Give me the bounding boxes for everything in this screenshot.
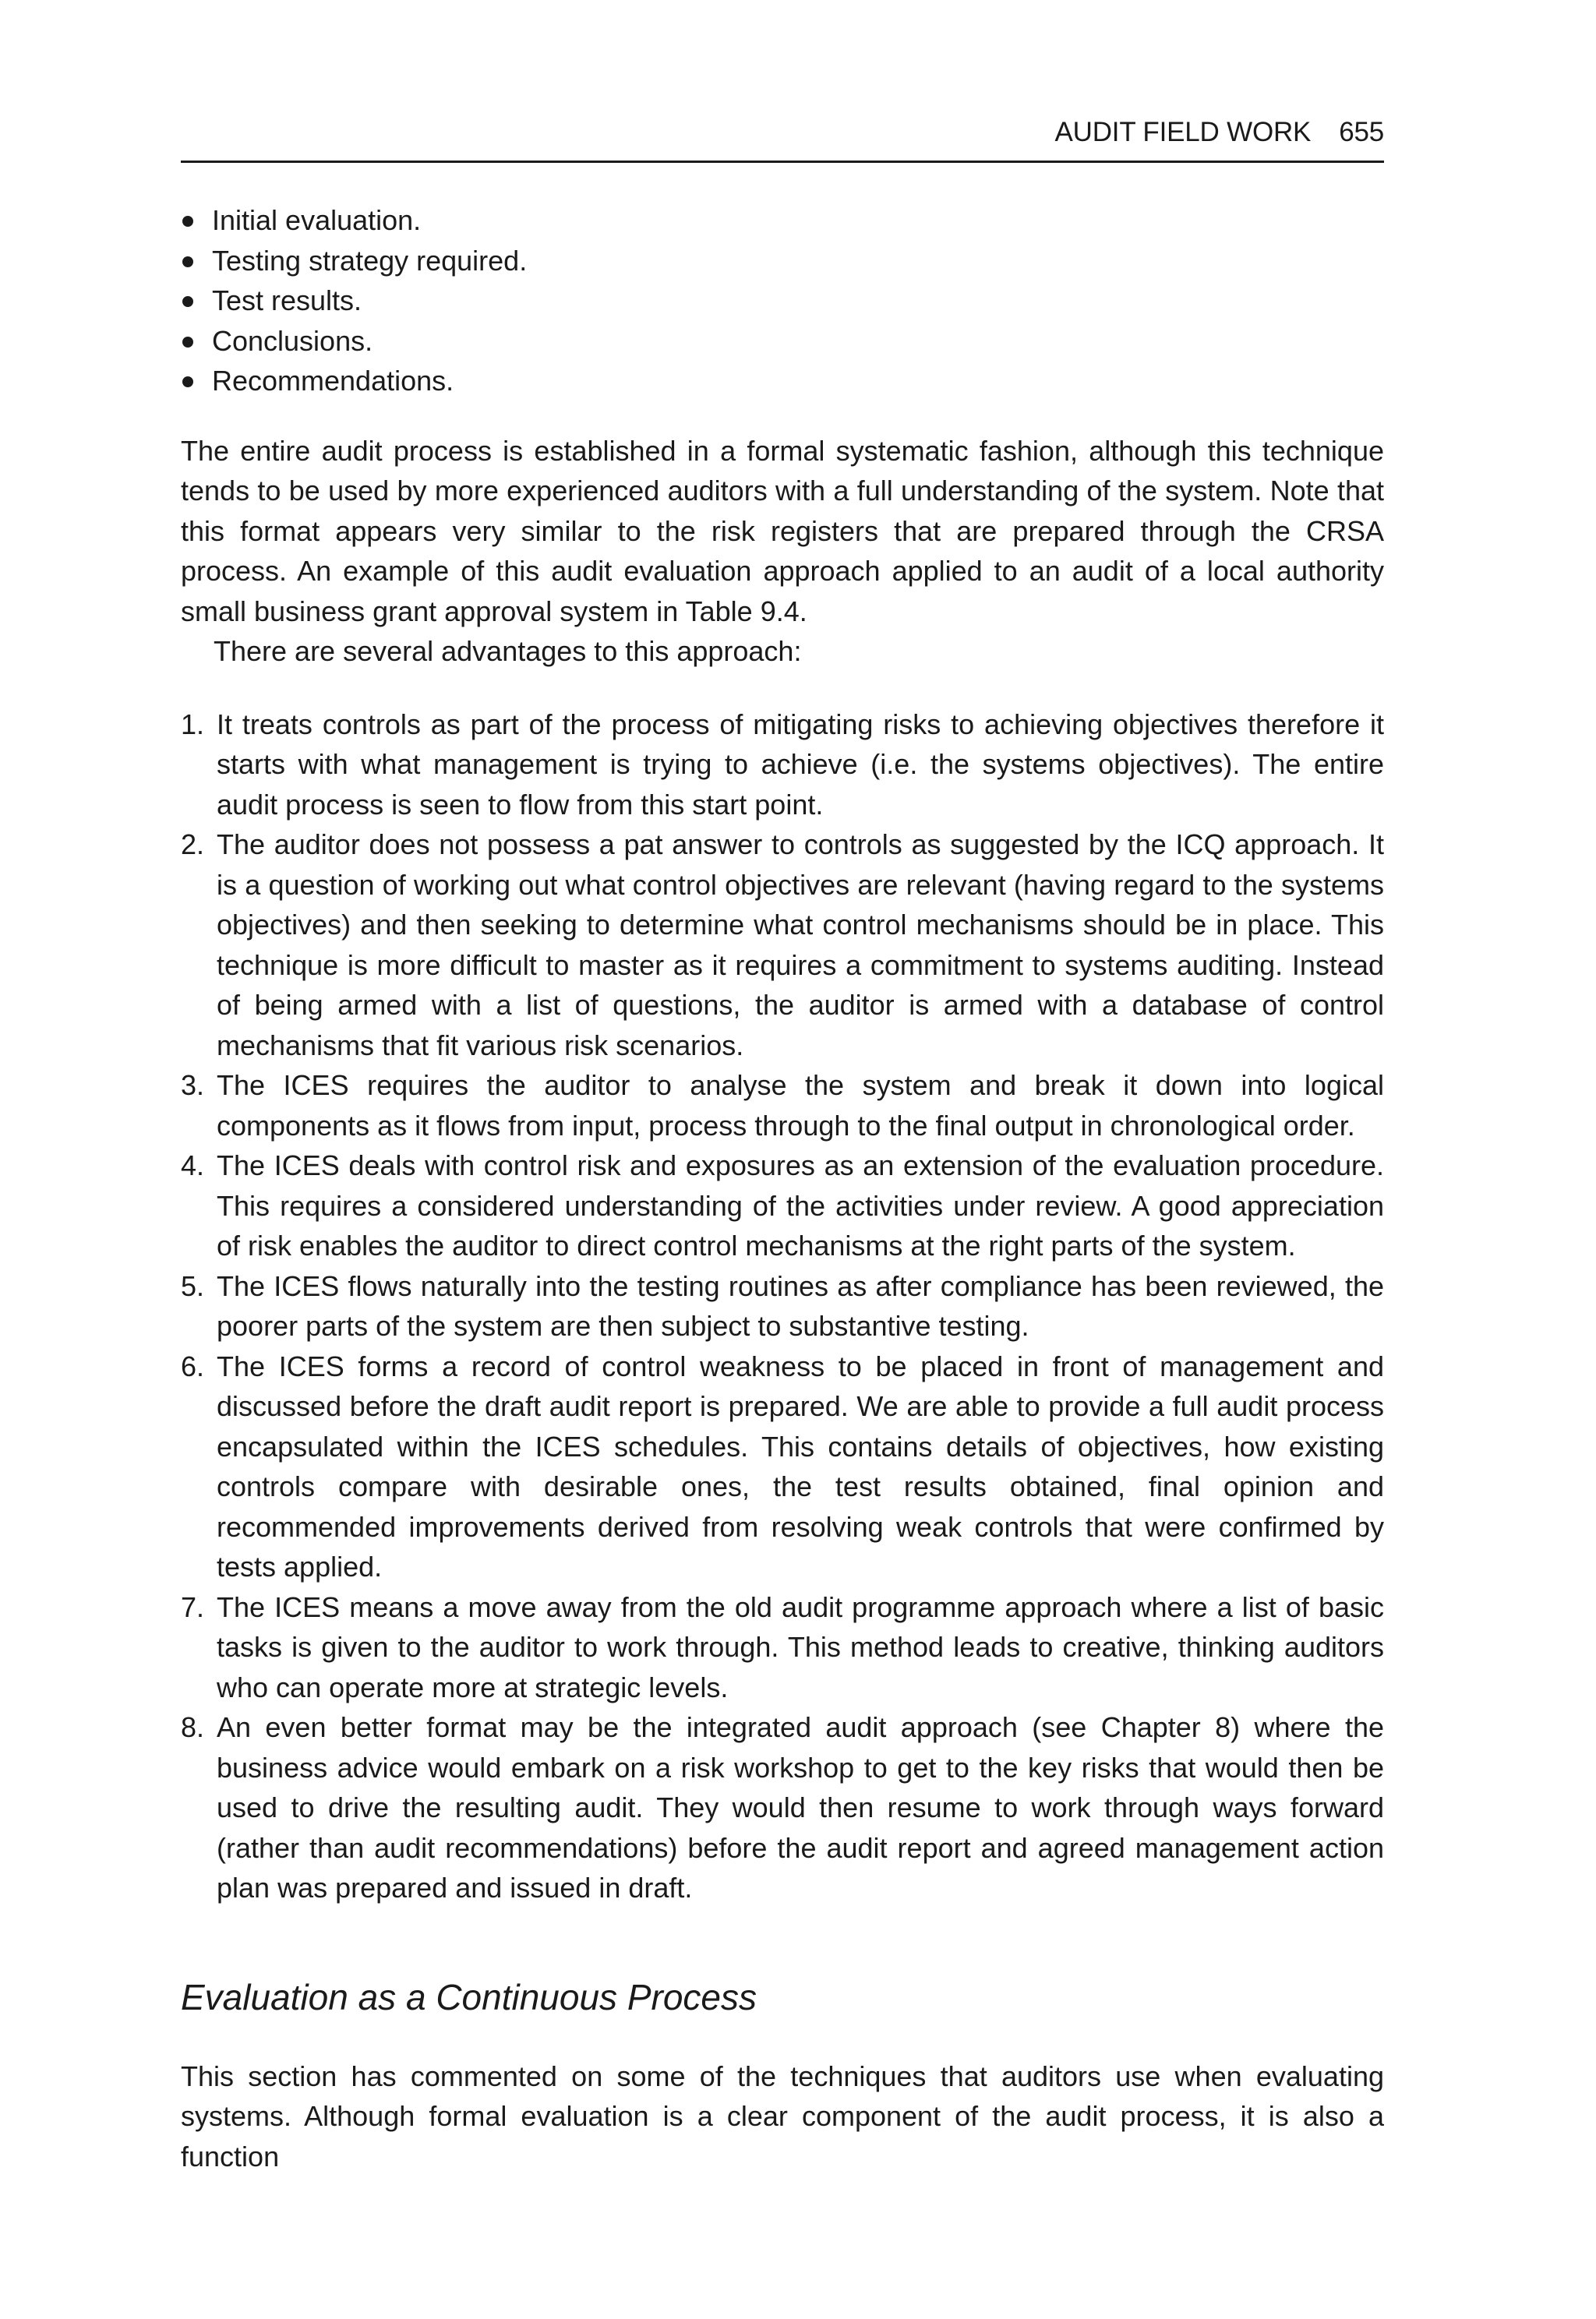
item-number: 5. (181, 1269, 205, 1302)
numbered-list (181, 704, 1384, 1908)
bullet-item (181, 241, 1384, 281)
bullet-item (181, 200, 1384, 241)
numbered-item (181, 1145, 1384, 1266)
bullet-icon (182, 256, 193, 267)
bullet-text: Testing strategy required. (212, 244, 528, 277)
running-header-title: AUDIT FIELD WORK (1054, 117, 1312, 147)
numbered-item (181, 824, 1384, 1065)
bullet-list (181, 200, 1384, 401)
page (181, 117, 1384, 2176)
item-number: 7. (181, 1590, 205, 1623)
body-paragraph: The entire audit process is established in a formal systematic fashion, although this technique tends to be used by more experienced auditors with a full understanding of the system. Note that this format appears very similar to the risk registers that are prepared through the CRSA process. An example of this audit evaluation approach applied to an audit of a local authority small business grant approval system in Table 9.4. (181, 434, 1384, 627)
page-number: 655 (1339, 117, 1384, 147)
item-text: The ICES deals with control risk and exposures as an extension of the evaluation procedure. This requires a considered understanding of the activities under review. A good appreciation of risk enables the auditor to direct control mechanisms at the right parts of the system. (217, 1149, 1384, 1262)
item-number: 4. (181, 1149, 205, 1181)
item-number: 2. (181, 828, 205, 860)
numbered-item (181, 1707, 1384, 1908)
item-number: 3. (181, 1069, 205, 1101)
numbered-item (181, 1347, 1384, 1587)
item-text: The ICES flows naturally into the testing routines as after compliance has been reviewed, the poorer parts of the system are then subject to substantive testing. (217, 1269, 1384, 1342)
body-paragraph: There are several advantages to this approach: (214, 635, 802, 667)
bullet-text: Initial evaluation. (212, 204, 422, 236)
item-text: The ICES requires the auditor to analyse the system and break it down into logical components as it flows from input, process through to the final output in chronological order. (217, 1069, 1384, 1142)
item-text: The auditor does not possess a pat answer to controls as suggested by the ICQ approach. It is a question of working out what control objectives are relevant (having regard to the systems objectives) and then seeking to determine what control mechanisms should be in place. This technique is more difficult to master as it requires a commitment to systems auditing. Instead of being armed with a list of questions, the auditor is armed with a database of control mechanisms that fit various risk scenarios. (217, 828, 1384, 1061)
bullet-item (181, 321, 1384, 362)
bullet-text: Test results. (212, 284, 362, 316)
section-paragraph: This section has commented on some of the techniques that auditors use when evaluating systems. Although formal evaluation is a clear component of the audit process, it is also a function (181, 2060, 1384, 2173)
item-text: The ICES means a move away from the old audit programme approach where a list of basic tasks is given to the auditor to work through. This method leads to creative, thinking auditors who can operate more at strategic levels. (217, 1590, 1384, 1703)
item-number: 8. (181, 1711, 205, 1743)
item-text: An even better format may be the integrated audit approach (see Chapter 8) where the business advice would embark on a risk workshop to get to the key risks that would then be used to drive the resulting audit. They would then resume to work through ways forward (rather than audit recommendations) before the audit report and agreed management action plan was prepared and issued in draft. (217, 1711, 1384, 1904)
bullet-icon (182, 216, 193, 227)
numbered-item (181, 1065, 1384, 1145)
bullet-item (181, 281, 1384, 321)
item-number: 1. (181, 708, 205, 740)
bullet-icon (182, 337, 193, 348)
bullet-icon (182, 296, 193, 307)
numbered-item (181, 1266, 1384, 1347)
item-text: It treats controls as part of the process of mitigating risks to achieving objectives therefore it starts with what management is trying to achieve (i.e. the systems objectives). The entire audit process is seen to flow from this start point. (217, 708, 1384, 821)
item-number: 6. (181, 1350, 205, 1382)
numbered-item (181, 704, 1384, 825)
section-heading: Evaluation as a Continuous Process (181, 1976, 757, 2017)
bullet-text: Conclusions. (212, 324, 373, 357)
bullet-item (181, 361, 1384, 401)
bullet-text: Recommendations. (212, 365, 454, 397)
running-header (181, 117, 1384, 163)
item-text: The ICES forms a record of control weakness to be placed in front of management and discussed before the draft audit report is prepared. We are able to provide a full audit process encapsulated within the ICES schedules. This contains details of objectives, how existing controls compare with desirable ones, the test results obtained, final opinion and recommended improvements derived from resolving weak controls that were confirmed by tests applied. (217, 1350, 1384, 1583)
bullet-icon (182, 376, 193, 387)
numbered-item (181, 1587, 1384, 1708)
